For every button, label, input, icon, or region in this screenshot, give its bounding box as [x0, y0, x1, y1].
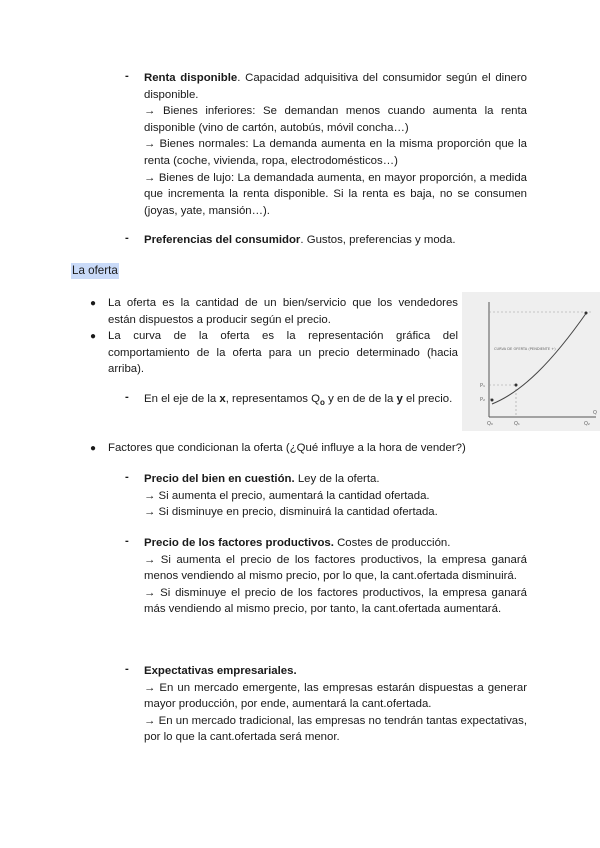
renta-desc: . Capacidad adquisitiva del consumidor según el dinero disponible.	[144, 72, 527, 101]
bullet-icon: ●	[90, 331, 97, 342]
x-tick-label: Q₁	[514, 421, 520, 427]
precio-bien-line: → Si aumenta el precio, aumentará la cantidad ofertada.	[144, 489, 430, 502]
curve-point	[491, 399, 494, 402]
preferencias-desc: . Gustos, preferencias y moda.	[300, 234, 456, 246]
curve-label: CURVA DE OFERTA (PENDIENTE +)	[494, 347, 556, 351]
precio-bien-item	[127, 471, 527, 521]
renta-item	[127, 70, 527, 219]
dash-marker: -	[125, 471, 129, 483]
y-tick-label: P₂	[480, 397, 486, 403]
photo-background	[462, 292, 600, 431]
bullet-text: La curva de la oferta es la representación gráfica del comportamiento de la oferta para un precio determinado (hacia arriba).	[108, 330, 458, 376]
precio-bien-line: → Si disminuye en precio, disminuirá la cantidad ofertada.	[144, 506, 438, 519]
precio-factores-line: → Si disminuye el precio de los factores productivos, la empresa ganará más vendiendo al mismo precio, por tanto, la cant.ofertada aumentará.	[144, 586, 527, 616]
renta-normales: → Bienes normales: La demanda aumenta en la misma proporción que la renta (coche, vivienda, ropa, electrodomésticos…)	[144, 138, 527, 167]
expectativas-line: → En un mercado tradicional, las empresas no tendrán tantas expectativas, por lo que la cant.ofertada será menor.	[144, 714, 527, 744]
dash-marker: -	[125, 535, 129, 547]
precio-bien-desc: Ley de la oferta.	[294, 473, 380, 485]
eje-text-4: el precio.	[402, 393, 453, 405]
expectativas-title: Expectativas empresariales.	[144, 665, 297, 677]
eje-x: x	[219, 393, 226, 405]
precio-factores-line: → Si aumenta el precio de los factores productivos, la empresa ganará menos vendiendo al mismo precio, por lo que, la cant.ofertada disminuirá.	[144, 553, 527, 583]
renta-title: Renta disponible	[144, 72, 238, 84]
dash-marker: -	[125, 391, 129, 403]
eje-text-1: En el eje de la	[144, 393, 220, 405]
dash-marker: -	[125, 70, 129, 82]
preferencias-item	[127, 232, 527, 249]
renta-inferiores: → Bienes inferiores: Se demandan menos cuando aumenta la renta disponible (vino de cartón, autobús, móvil concha…)	[144, 105, 527, 134]
eje-sub: o	[320, 398, 325, 407]
eje-text-3: y en de de la	[324, 393, 397, 405]
x-tick-label: Q₀	[487, 421, 493, 427]
precio-factores-title: Precio de los factores productivos.	[144, 537, 334, 549]
y-tick-label: P₁	[480, 383, 486, 389]
bullet-icon: ●	[90, 298, 97, 309]
x-tick-label: Q₂	[584, 421, 590, 427]
dash-marker: -	[125, 232, 129, 244]
bullet-text: Factores que condicionan la oferta (¿Qué influye a la hora de vender?)	[108, 442, 466, 454]
dash-marker: -	[125, 663, 129, 675]
supply-curve-drawing	[462, 292, 600, 431]
x-axis-label: Q	[593, 410, 597, 416]
eje-text-2: , representamos Q	[225, 393, 321, 405]
curve-point	[515, 384, 518, 387]
bullet-text: La oferta es la cantidad de un bien/servicio que los vendedores están dispuestos a producir según el precio.	[108, 297, 458, 326]
eje-y: y	[396, 393, 403, 405]
preferencias-title: Preferencias del consumidor	[144, 234, 301, 246]
precio-factores-desc: Costes de producción.	[333, 537, 451, 549]
precio-bien-title: Precio del bien en cuestión.	[144, 473, 295, 485]
precio-factores-item	[127, 535, 527, 618]
curve-point	[585, 312, 588, 315]
section-heading: La oferta	[72, 264, 118, 277]
renta-lujo: → Bienes de lujo: La demandada aumenta, en mayor proporción, a medida que incrementa la renta disponible. Si la renta es baja, no se consumen (joyas, yate, mansión…).	[144, 171, 527, 217]
expectativas-line: → En un mercado emergente, las empresas estarán dispuestas a generar mayor producción, por ende, aumentará la cant.ofertada.	[144, 681, 527, 711]
bullet-icon: ●	[90, 443, 97, 454]
supply-curve-image	[462, 292, 600, 431]
expectativas-item	[127, 663, 527, 746]
eje-item	[127, 391, 457, 412]
